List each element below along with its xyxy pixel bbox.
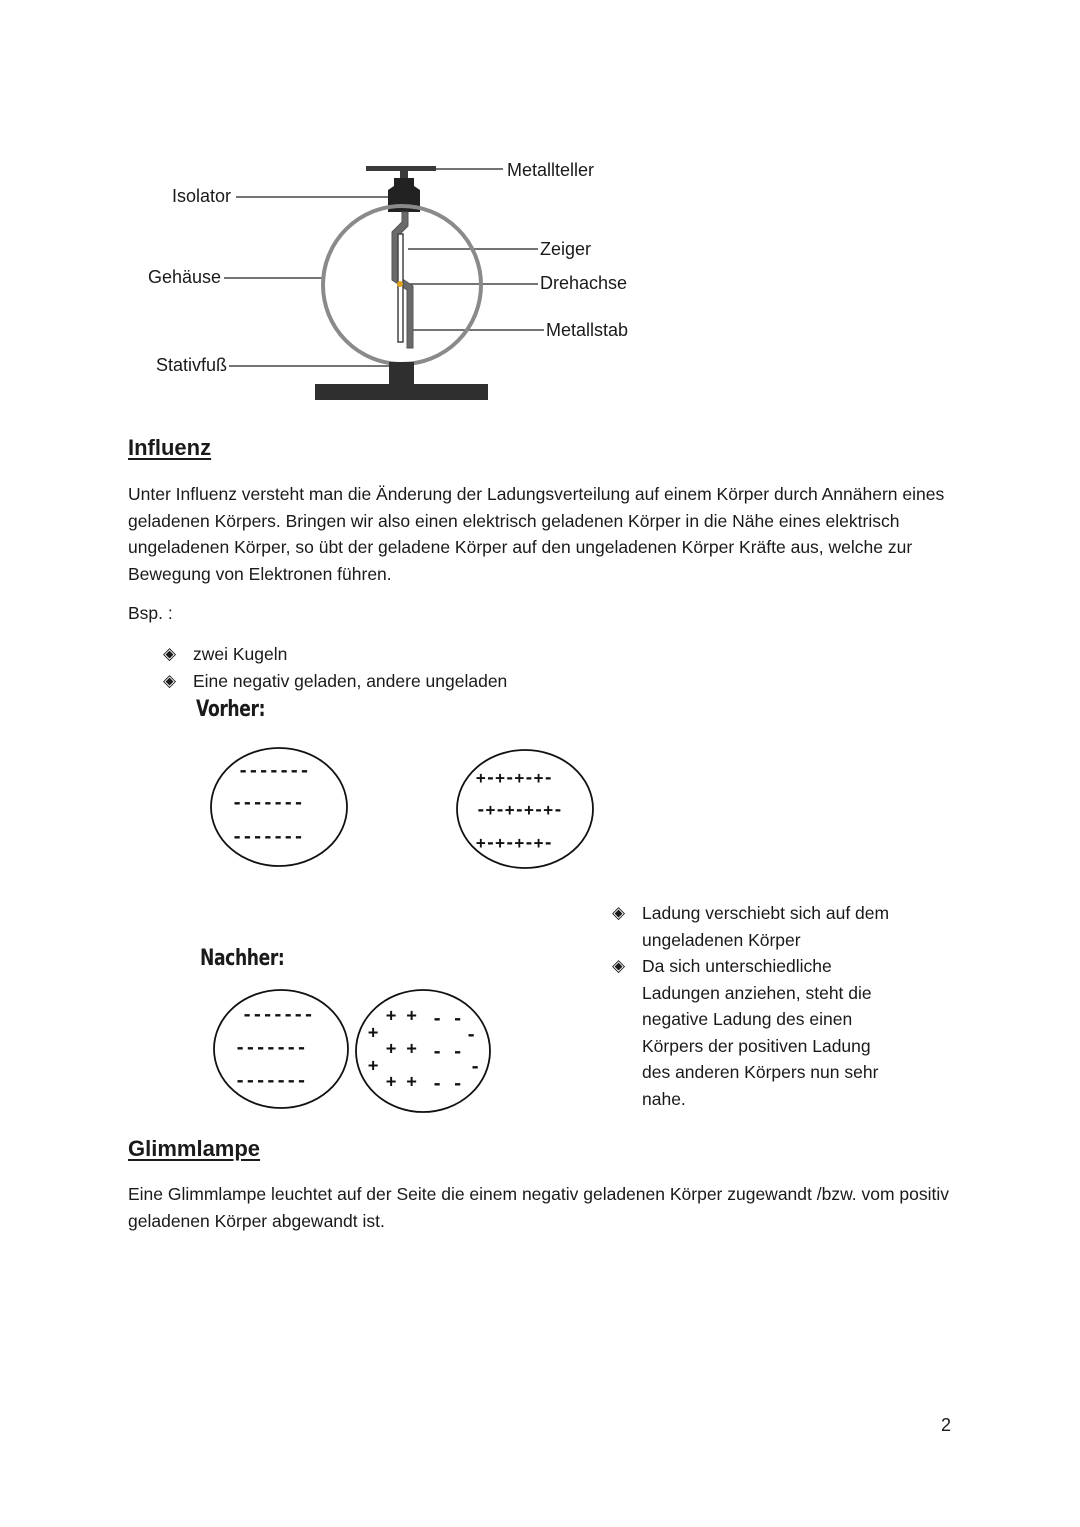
pivot: [397, 281, 403, 287]
charge-row: + +: [386, 1039, 417, 1059]
list-item: ◈ Eine negativ geladen, andere ungeladen: [163, 668, 583, 695]
charge-row: -------: [232, 793, 304, 813]
section-title-influenz: Influenz: [128, 435, 212, 460]
charge-row: -------: [235, 1071, 307, 1091]
label-leader-lines: [224, 169, 544, 366]
example-label: Bsp. :: [128, 603, 173, 623]
list-item: ◈ zwei Kugeln: [163, 641, 583, 668]
influenz-explanation-list: [612, 900, 902, 1112]
diamond-bullet-icon: ◈: [163, 644, 177, 663]
diamond-bullet-icon: ◈: [612, 903, 626, 922]
glimmlampe-paragraph: Eine Glimmlampe leuchtet auf der Seite die einem negativ geladenen Körper zugewandt /bzw. vom positiv geladenen Körper abgewandt ist.: [128, 1184, 950, 1231]
charge-row: +: [368, 1056, 379, 1076]
section-title-glimmlampe: Glimmlampe: [128, 1136, 261, 1161]
label-zeiger: Zeiger: [540, 239, 592, 259]
label-stativfuss: Stativfuß: [156, 355, 228, 375]
label-isolator: Isolator: [172, 186, 232, 206]
charge-row: -------: [238, 761, 310, 781]
charge-row: +: [368, 1023, 379, 1043]
after-label: Nachher:: [200, 946, 285, 971]
list-item: ◈ Ladung verschiebt sich auf dem ungeladenen Körper: [612, 900, 902, 953]
label-metallstab: Metallstab: [546, 320, 629, 340]
charge-row: +-+-+-+-: [476, 833, 554, 852]
example-bullet-list: [163, 641, 583, 694]
page-number: 2: [941, 1415, 952, 1435]
before-label: Vorher:: [196, 697, 266, 722]
charge-row: - -: [432, 1042, 463, 1062]
charge-spheres-diagram: [0, 740, 700, 1140]
label-metallteller: Metallteller: [507, 160, 595, 180]
charge-row: -------: [242, 1005, 314, 1025]
list-item: ◈ Da sich unterschiedliche Ladungen anziehen, steht die negative Ladung des einen Körpers der positiven Ladung des anderen Körpers nun sehr nahe.: [612, 953, 902, 1112]
label-drehachse: Drehachse: [540, 273, 628, 293]
charge-row: + +: [386, 1072, 417, 1092]
pointer: [398, 234, 403, 342]
charge-row: +-+-+-+-: [476, 768, 554, 787]
charge-row: - -: [432, 1074, 463, 1094]
charge-row: -: [470, 1057, 481, 1077]
after-polarized-sphere: [356, 990, 490, 1112]
diamond-bullet-icon: ◈: [163, 670, 177, 690]
influenz-paragraph: Unter Influenz versteht man die Änderung der Ladungsverteilung auf einem Körper durch Annähern eines geladenen Körpers. Bringen wir also einen elektrisch geladenen Körper in die Nähe eines elektrisch ungeladenen Körper, so übt der geladene Körper auf den ungeladenen Körper Kräfte aus, welche zur Bewegung von Elektronen führen.: [128, 484, 945, 584]
stand-neck: [389, 362, 414, 384]
charge-row: - -: [432, 1009, 463, 1029]
stand-base: [315, 384, 488, 400]
charge-row: -: [466, 1025, 477, 1045]
charge-row: -+-+-+-+-: [476, 800, 563, 819]
charge-row: -------: [232, 827, 304, 847]
charge-row: -------: [235, 1038, 307, 1058]
metal-plate: [366, 166, 436, 171]
label-gehaeuse: Gehäuse: [148, 267, 222, 287]
charge-row: + +: [386, 1006, 417, 1026]
diamond-bullet-icon: ◈: [612, 956, 626, 975]
